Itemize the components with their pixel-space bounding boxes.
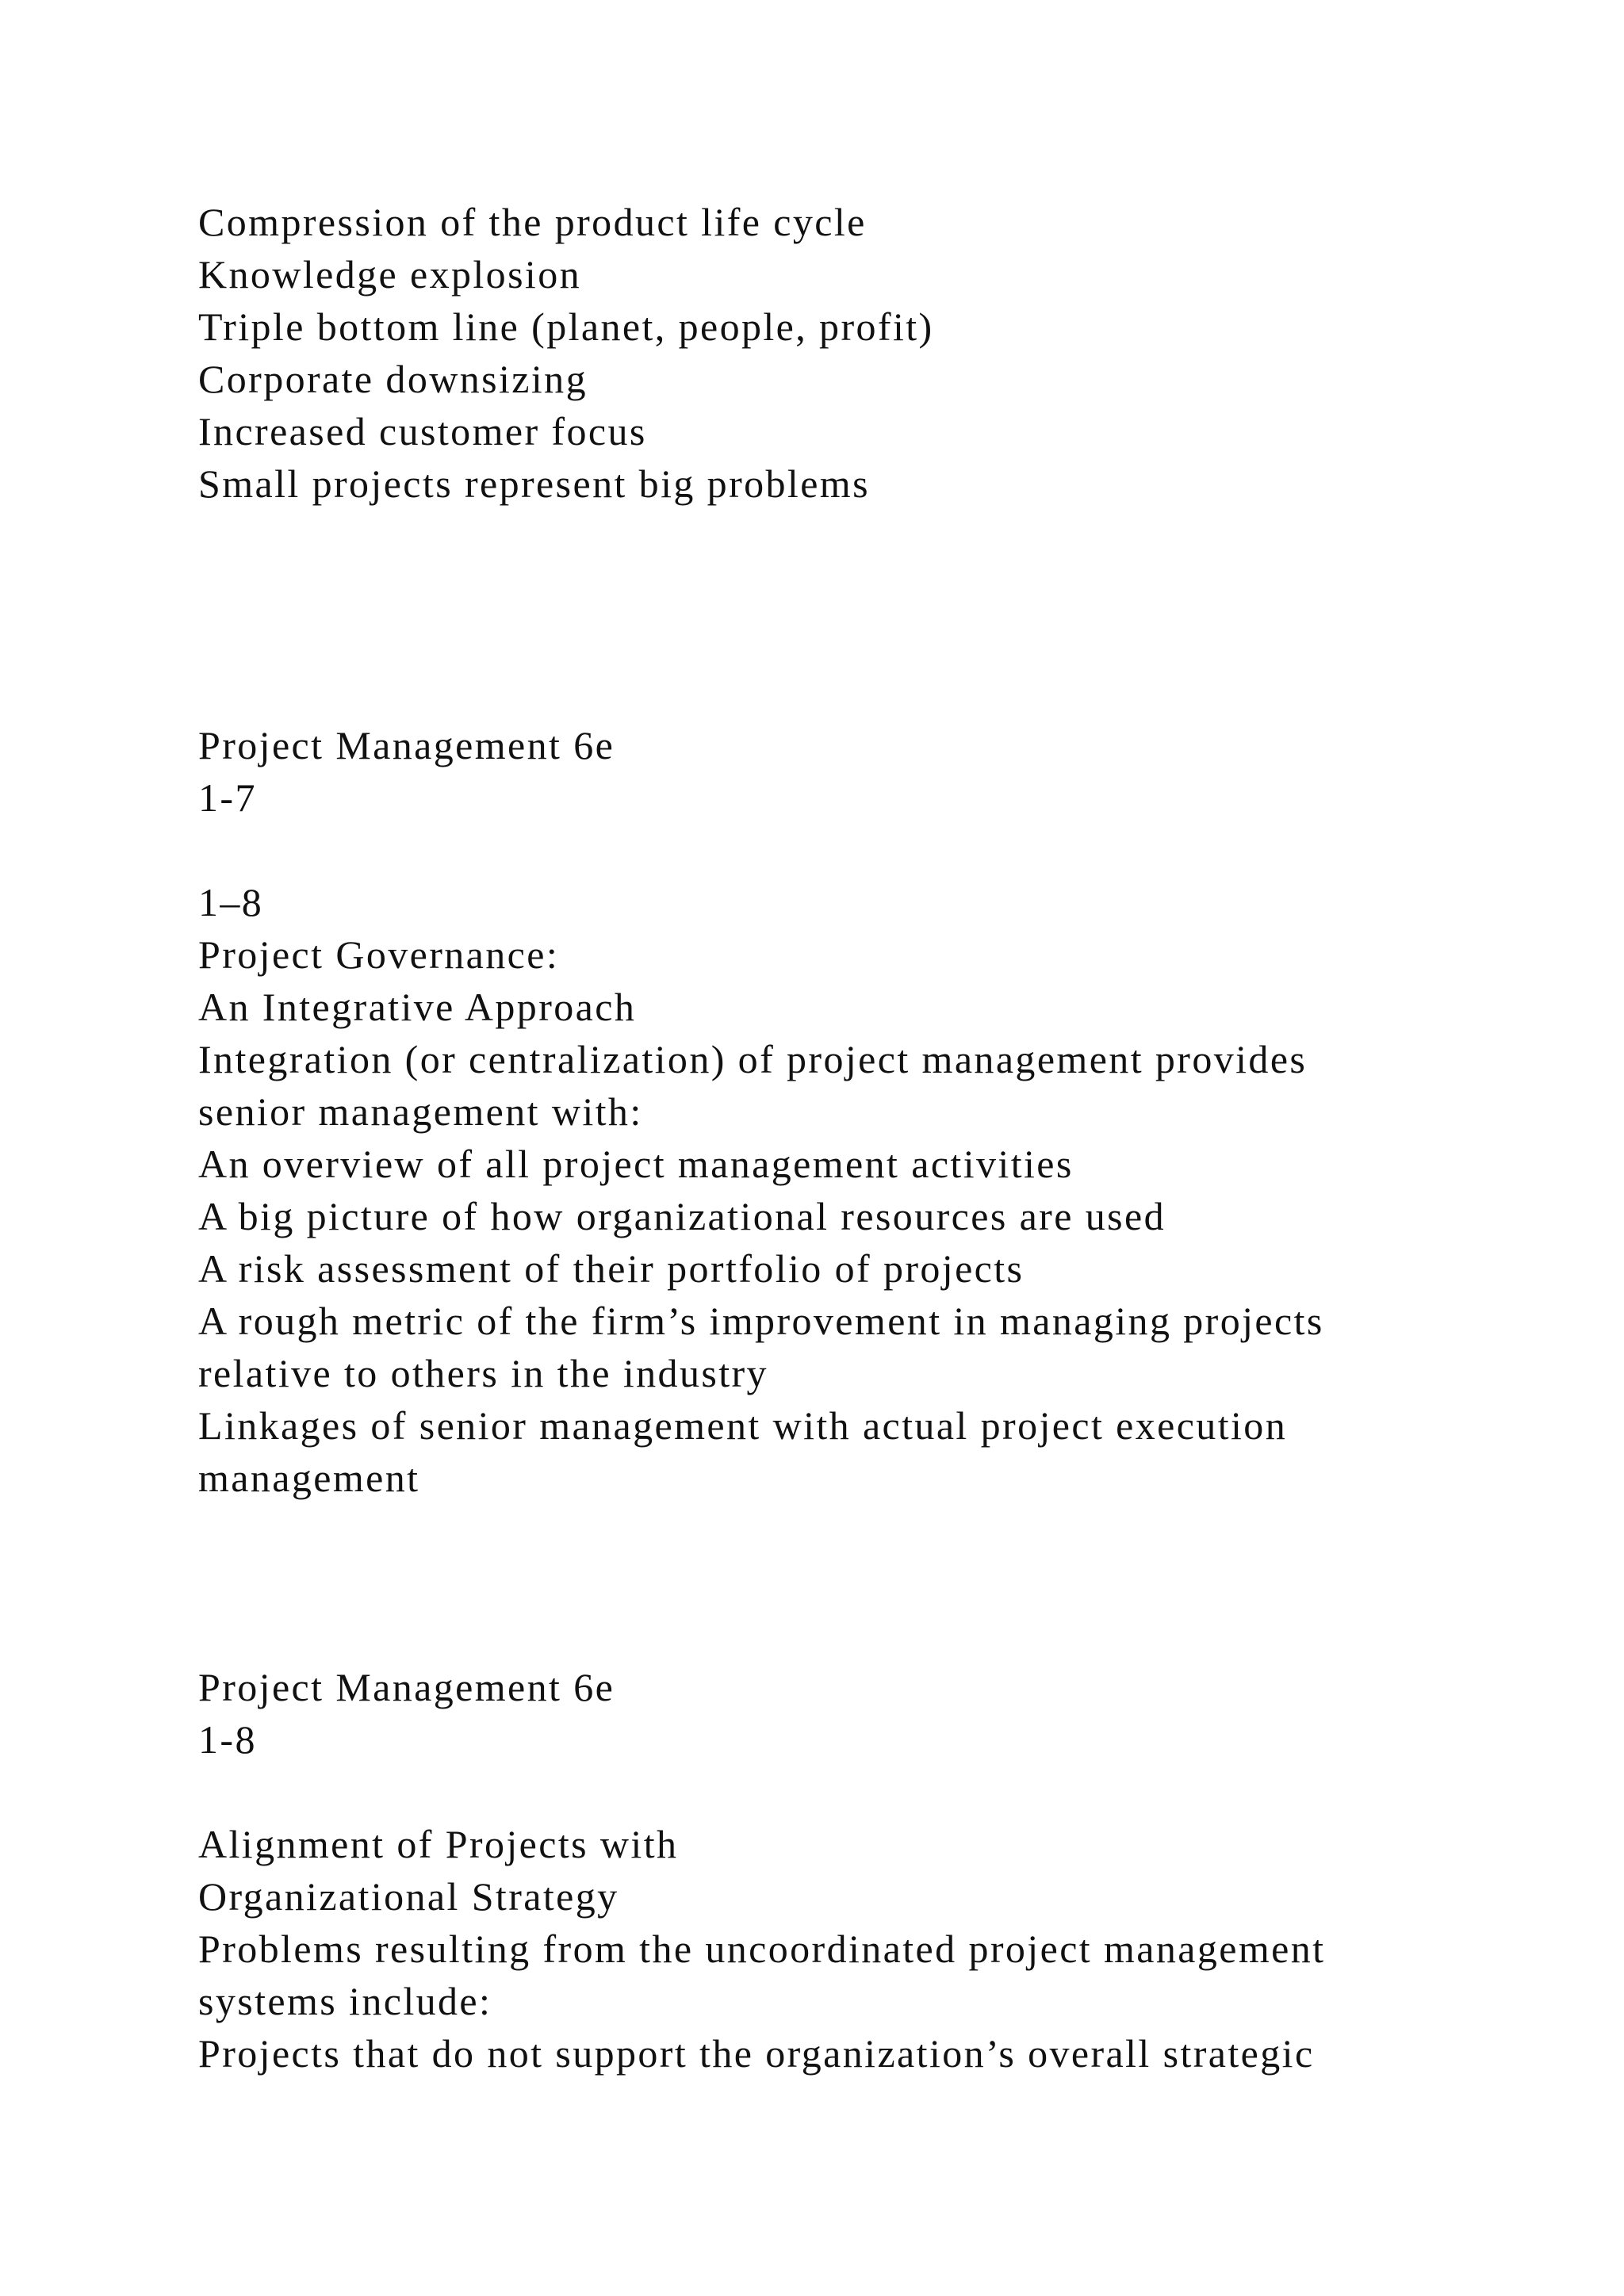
blank-line	[198, 510, 1546, 562]
blank-line	[198, 824, 1546, 876]
text-line: An overview of all project management activities	[198, 1142, 1074, 1186]
text-line: Knowledge explosion	[198, 252, 582, 297]
text-line: Projects that do not support the organization’s overall strategic	[198, 2031, 1315, 2076]
blank-line	[198, 614, 1546, 667]
text-line: senior management with:	[198, 1089, 643, 1134]
text-line: systems include:	[198, 1979, 492, 2023]
blank-line	[198, 1766, 1546, 1818]
footer-title: Project Management 6e	[198, 1665, 615, 1709]
text-line: Corporate downsizing	[198, 357, 588, 401]
footer-title: Project Management 6e	[198, 723, 615, 767]
text-line: A big picture of how organizational resources are used	[198, 1194, 1166, 1238]
blank-line	[198, 562, 1546, 614]
slide-heading: Alignment of Projects with	[198, 1822, 679, 1866]
slide-number: 1–8	[198, 880, 264, 924]
text-line: Problems resulting from the uncoordinated project management	[198, 1927, 1326, 1971]
blank-line	[198, 1556, 1546, 1609]
slide-heading: Organizational Strategy	[198, 1874, 619, 1919]
text-line: A rough metric of the firm’s improvement in managing projects	[198, 1299, 1324, 1343]
text-line: management	[198, 1456, 420, 1500]
text-line: Small projects represent big problems	[198, 461, 870, 506]
text-line: Linkages of senior management with actual project execution	[198, 1403, 1288, 1448]
slide-number: 1-8	[198, 1717, 257, 1762]
slide-heading: Project Governance:	[198, 932, 560, 977]
blank-line	[198, 1504, 1546, 1556]
blank-line	[198, 667, 1546, 719]
text-line: Triple bottom line (planet, people, profit)	[198, 304, 934, 349]
blank-line	[198, 1609, 1546, 1661]
slide-number: 1-7	[198, 775, 257, 820]
text-line: A risk assessment of their portfolio of projects	[198, 1246, 1025, 1291]
text-line: Integration (or centralization) of project management provides	[198, 1037, 1308, 1081]
text-line: Compression of the product life cycle	[198, 200, 867, 244]
text-line: Increased customer focus	[198, 409, 647, 453]
document-text	[198, 196, 1546, 2080]
slide-heading: An Integrative Approach	[198, 985, 637, 1029]
text-line: relative to others in the industry	[198, 1351, 768, 1395]
